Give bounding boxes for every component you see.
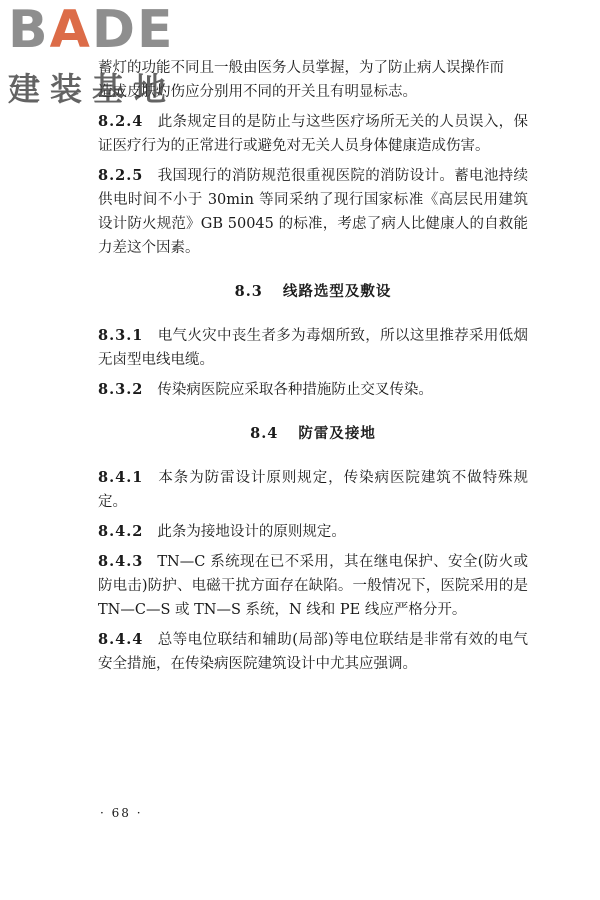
clause-text: 本条为防雷设计原则规定，传染病医院建筑不做特殊规定。	[98, 470, 528, 510]
clause-8-2-5	[98, 164, 528, 260]
clause-number: 8.4.4	[98, 631, 144, 648]
clause-number: 8.2.5	[98, 167, 144, 184]
clause-8-4-1	[98, 466, 528, 514]
clause-number: 8.4.2	[98, 523, 144, 540]
clause-8-4-3	[98, 550, 528, 622]
clause-8-4-2	[98, 520, 528, 544]
clause-number: 8.4.3	[98, 553, 144, 570]
section-number: 8.3	[234, 283, 263, 300]
clause-text: 总等电位联结和辅助(局部)等电位联结是非常有效的电气安全措施，在传染病医院建筑设计中尤其应强调。	[98, 632, 528, 672]
clause-number: 8.3.1	[98, 327, 144, 344]
clause-number: 8.2.4	[98, 113, 144, 130]
section-title: 线路选型及敷设	[282, 283, 392, 300]
intro-paragraph: 蓄灯的功能不同且一般由医务人员掌握，为了防止病人误操作而 造成皮肤灼伤应分别用不同的开关且有明显标志。	[98, 60, 504, 100]
clause-text: TN—C 系统现在已不采用，其在继电保护、安全(防火或防电击)防护、电磁干扰方面存在缺陷。一般情况下，医院采用的是 TN—C—S 或 TN—S 系统，N 线和 PE 线应严格分开。	[98, 554, 528, 618]
section-heading-8-4	[98, 422, 528, 446]
clause-text: 此条为接地设计的原则规定。	[157, 524, 346, 540]
clause-8-3-1	[98, 324, 528, 372]
section-number: 8.4	[250, 425, 279, 442]
clause-text: 传染病医院应采取各种措施防止交叉传染。	[157, 382, 433, 398]
clause-number: 8.3.2	[98, 381, 144, 398]
section-heading-8-3	[98, 280, 528, 304]
clause-text: 我国现行的消防规范很重视医院的消防设计。蓄电池持续供电时间不小于 30min 等同采纳了现行国家标准《高层民用建筑设计防火规范》GB 50045 的标准，考虑了病人比健康人的自救能力差这个因素。	[98, 168, 528, 256]
body-text	[98, 56, 528, 676]
clause-8-4-4	[98, 628, 528, 676]
watermark-brand: BADE	[8, 0, 175, 60]
clause-8-2-4	[98, 110, 528, 158]
clause-text: 此条规定目的是防止与这些医疗场所无关的人员误入，保证医疗行为的正常进行或避免对无关人员身体健康造成伤害。	[98, 114, 528, 154]
page-number: · 68 ·	[100, 806, 143, 820]
clause-8-3-2	[98, 378, 528, 402]
watermark-subtitle: 建装基地	[8, 70, 177, 108]
clause-text: 电气火灾中丧生者多为毒烟所致，所以这里推荐采用低烟无卤型电线电缆。	[98, 328, 528, 368]
clause-number: 8.4.1	[98, 469, 144, 486]
section-title: 防雷及接地	[298, 425, 376, 442]
